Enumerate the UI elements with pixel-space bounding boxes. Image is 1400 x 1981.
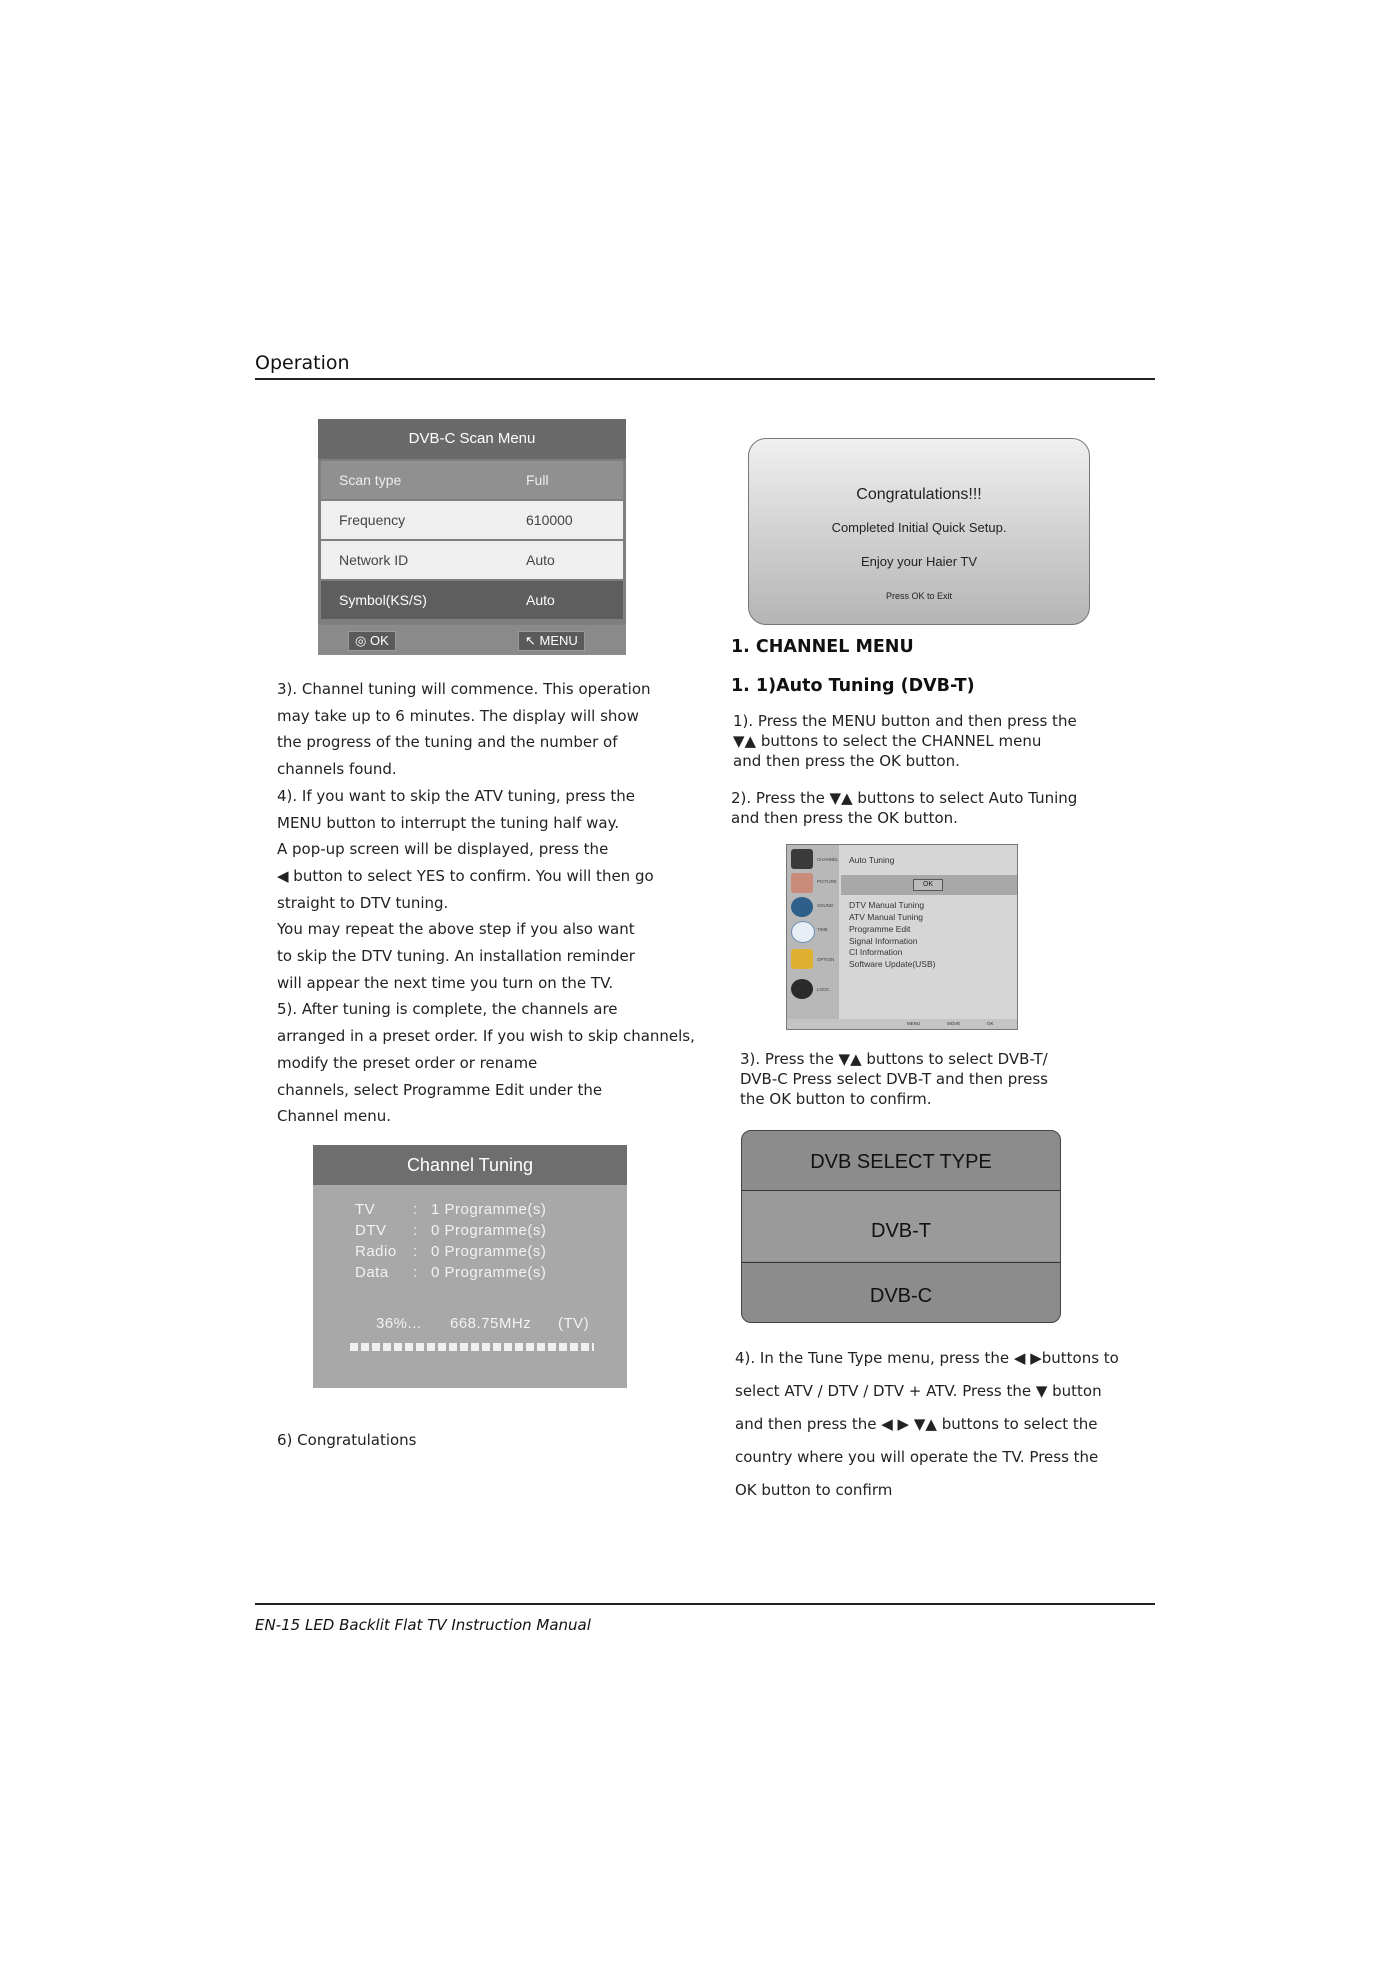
tuning-row-sep: : xyxy=(413,1201,418,1218)
header-rule xyxy=(255,378,1155,380)
tuning-row-value: 0 Programme(s) xyxy=(431,1264,547,1281)
auto-tuning-heading: 1. 1)Auto Tuning (DVB-T) xyxy=(731,676,975,696)
menu-sidebar xyxy=(787,845,839,1019)
text-line: 5). After tuning is complete, the channels are xyxy=(277,1000,618,1019)
menu-main-panel xyxy=(841,845,1017,1019)
scan-row-label: Frequency xyxy=(339,512,406,528)
text-line: and then press the OK button. xyxy=(733,752,960,770)
text-line: to skip the DTV tuning. An installation reminder xyxy=(277,947,635,966)
congrats-title: Congratulations!!! xyxy=(856,486,982,503)
text-line: straight to DTV tuning. xyxy=(277,893,449,912)
text-line: may take up to 6 minutes. The display will show xyxy=(277,706,639,725)
channel-menu-heading: 1. CHANNEL MENU xyxy=(731,637,914,657)
menu-item: DTV Manual Tuning xyxy=(849,900,925,910)
dvb-option-dvb-t: DVB-T xyxy=(871,1220,931,1242)
congrats-exit-hint: Press OK to Exit xyxy=(885,591,953,601)
sidebar-label: CHANNEL xyxy=(817,857,839,862)
scan-row-scan-type xyxy=(321,461,623,499)
scan-menu-footer xyxy=(318,625,626,655)
text-line: and then press the ◀ ▶ ▼▲ buttons to select the xyxy=(735,1415,1098,1433)
sidebar-label: LOCK xyxy=(817,987,830,992)
congrats-line: Enjoy your Haier TV xyxy=(860,554,978,569)
tuning-row-label: Data xyxy=(355,1264,389,1281)
option-icon xyxy=(791,949,813,969)
text-line: channels, select Programme Edit under the xyxy=(277,1080,603,1099)
ok-button: ◎ OK xyxy=(348,631,396,651)
text-line: channels found. xyxy=(277,760,397,779)
text-line: will appear the next time you turn on the TV. xyxy=(277,973,614,992)
congrats-line: Completed Initial Quick Setup. xyxy=(831,520,1007,535)
tuning-row-value: 0 Programme(s) xyxy=(431,1222,547,1239)
text-line: 3). Channel tuning will commence. This operation xyxy=(277,680,651,698)
scan-menu-title: DVB-C Scan Menu xyxy=(318,419,626,459)
menu-item: ATV Manual Tuning xyxy=(849,912,924,922)
section-title: Operation xyxy=(255,352,350,374)
text-line: country where you will operate the TV. Press the xyxy=(735,1448,1099,1466)
scan-row-label: Network ID xyxy=(339,552,409,568)
menu-highlight-bar xyxy=(841,875,1017,895)
tuning-status xyxy=(376,1315,589,1332)
scan-row-label: Scan type xyxy=(339,472,402,488)
scan-row-symbol xyxy=(321,581,623,619)
tuning-frequency: 668.75MHz xyxy=(450,1315,532,1332)
tuning-mode: (TV) xyxy=(558,1315,590,1332)
tuning-row-data xyxy=(355,1264,546,1281)
scan-row-value: Auto xyxy=(526,552,555,568)
text-line: arranged in a preset order. If you wish to skip channels, xyxy=(277,1027,695,1046)
sidebar-label: PICTURE xyxy=(817,879,837,884)
text-line: Channel menu. xyxy=(277,1107,391,1126)
tuning-row-dtv xyxy=(355,1222,546,1239)
text-line: 4). In the Tune Type menu, press the ◀ ▶buttons to xyxy=(735,1349,1119,1367)
menu-button-label: MENU xyxy=(539,633,578,648)
scan-row-value: Auto xyxy=(526,592,555,608)
tuning-row-value: 1 Programme(s) xyxy=(431,1201,547,1218)
text-line: You may repeat the above step if you also want xyxy=(277,920,635,939)
step-3 xyxy=(740,1049,1048,1109)
tuning-row-sep: : xyxy=(413,1243,418,1260)
menu-item: Software Update(USB) xyxy=(849,959,936,969)
text-line: select ATV / DTV / DTV + ATV. Press the ▼ button xyxy=(735,1382,1102,1400)
tuning-row-label: DTV xyxy=(355,1222,387,1239)
menu-item: Signal Information xyxy=(849,936,918,946)
step-2 xyxy=(731,788,1077,828)
auto-tuning-item: Auto Tuning xyxy=(849,855,895,865)
tuning-row-label: TV xyxy=(355,1201,376,1218)
text-line: modify the preset order or rename xyxy=(277,1053,538,1072)
scan-row-value: 610000 xyxy=(526,512,573,528)
dvb-c-scan-menu xyxy=(318,419,626,655)
tuning-row-sep: : xyxy=(413,1264,418,1281)
dvb-select-title: DVB SELECT TYPE xyxy=(810,1151,992,1173)
ok-chip: OK xyxy=(913,879,943,891)
sidebar-label: TIME xyxy=(817,927,828,932)
time-icon xyxy=(791,921,815,943)
text-line: OK button to confirm xyxy=(735,1481,893,1499)
move-footer-hint: MOVE xyxy=(947,1021,961,1026)
sidebar-label: OPTION xyxy=(817,957,835,962)
text-line: and then press the OK button. xyxy=(731,809,958,827)
text-line: MENU button to interrupt the tuning half way. xyxy=(277,813,620,832)
divider xyxy=(742,1262,1060,1263)
text-line: ◀ button to select YES to confirm. You will then go xyxy=(277,866,654,885)
footer-text: EN-15 LED Backlit Flat TV Instruction Manual xyxy=(255,1616,591,1634)
back-arrow-icon: ↖ xyxy=(525,633,540,648)
congratulations-screen xyxy=(748,438,1090,625)
menu-item: Programme Edit xyxy=(849,924,911,934)
text-line: the OK button to confirm. xyxy=(740,1090,932,1108)
tuning-row-radio xyxy=(355,1243,546,1260)
scan-row-frequency xyxy=(321,501,623,539)
text-line: ▼▲ buttons to select the CHANNEL menu xyxy=(733,732,1042,750)
congratulations-label: 6) Congratulations xyxy=(277,1431,417,1449)
text-line: 1). Press the MENU button and then press the xyxy=(733,712,1077,730)
tuning-row-sep: : xyxy=(413,1222,418,1239)
text-line: 2). Press the ▼▲ buttons to select Auto Tuning xyxy=(731,789,1078,807)
text-line: DVB-C Press select DVB-T and then press xyxy=(740,1070,1048,1088)
scan-row-value: Full xyxy=(526,472,549,488)
sound-icon xyxy=(791,897,813,917)
ok-footer-hint: OK xyxy=(987,1021,994,1026)
scan-row-network-id xyxy=(321,541,623,579)
channel-tuning-screen xyxy=(313,1145,627,1388)
picture-icon xyxy=(791,873,813,893)
tuning-row-label: Radio xyxy=(355,1243,397,1260)
step-4 xyxy=(735,1342,1119,1507)
menu-button xyxy=(518,631,585,651)
text-line: the progress of the tuning and the number of xyxy=(277,733,618,752)
left-instructions xyxy=(277,676,697,1130)
tuning-progress-text: 36%... xyxy=(376,1315,422,1332)
channel-menu-screen xyxy=(786,844,1018,1030)
text-line: A pop-up screen will be displayed, press the xyxy=(277,840,609,859)
dvb-option-dvb-c: DVB-C xyxy=(869,1285,933,1307)
channel-tuning-title: Channel Tuning xyxy=(313,1145,627,1185)
scan-row-label: Symbol(KS/S) xyxy=(339,592,427,608)
footer-rule xyxy=(255,1603,1155,1605)
text-line: 4). If you want to skip the ATV tuning, press the xyxy=(277,786,636,805)
tuning-row-tv xyxy=(355,1201,546,1218)
menu-footer xyxy=(787,1019,1017,1029)
tuning-progress-bar xyxy=(350,1343,594,1351)
step-1 xyxy=(733,711,1077,771)
sidebar-label: SOUND xyxy=(817,903,834,908)
menu-footer-hint: MENU xyxy=(907,1021,921,1026)
lock-icon xyxy=(791,979,813,999)
text-line: 3). Press the ▼▲ buttons to select DVB-T/ xyxy=(740,1050,1048,1068)
tuning-row-value: 0 Programme(s) xyxy=(431,1243,547,1260)
dvb-select-type-screen xyxy=(741,1130,1061,1323)
channel-icon xyxy=(791,849,813,869)
menu-item: CI Information xyxy=(849,947,903,957)
